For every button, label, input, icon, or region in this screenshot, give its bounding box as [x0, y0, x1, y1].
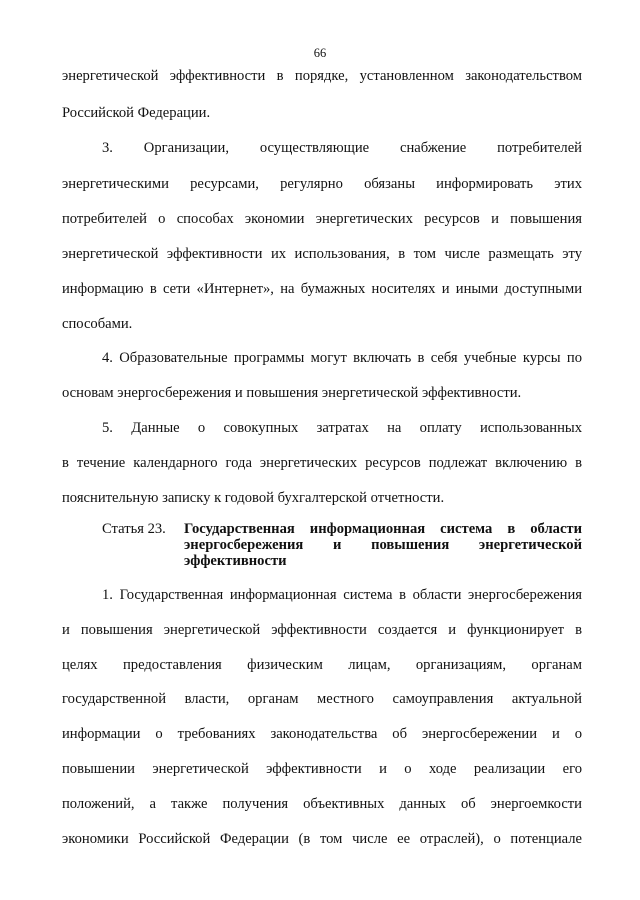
article-title-line: Государственная информационная система в области	[184, 521, 582, 537]
text-line: в течение календарного года энергетических ресурсов подлежат включению в	[62, 455, 582, 471]
page-number: 66	[313, 46, 327, 60]
article-label: Статья 23.	[102, 521, 166, 537]
text-line: энергетическими ресурсами, регулярно обязаны информировать этих	[62, 176, 582, 192]
article-title-line: эффективности	[184, 553, 287, 569]
text-line: информации о требованиях законодательства об энергосбережении и о	[62, 726, 582, 742]
text-line: способами.	[62, 316, 133, 332]
text-line: 1. Государственная информационная система в области энергосбережения	[102, 587, 582, 603]
text-line: информацию в сети «Интернет», на бумажных носителях и иными доступными	[62, 281, 582, 297]
text-line: энергетической эффективности в порядке, установленном законодательством	[62, 68, 582, 84]
text-line: Российской Федерации.	[62, 105, 211, 121]
text-line: энергетической эффективности их использования, в том числе размещать эту	[62, 246, 582, 262]
text-line: потребителей о способах экономии энергетических ресурсов и повышения	[62, 211, 582, 227]
text-line: основам энергосбережения и повышения энергетической эффективности.	[62, 385, 522, 401]
text-line: экономики Российской Федерации (в том числе ее отраслей), о потенциале	[62, 831, 582, 847]
article-title-line: энергосбережения и повышения энергетической	[184, 537, 582, 553]
text-line: 5. Данные о совокупных затратах на оплату использованных	[102, 420, 582, 436]
text-line: 4. Образовательные программы могут включать в себя учебные курсы по	[102, 350, 582, 366]
text-line: целях предоставления физическим лицам, организациям, органам	[62, 657, 582, 673]
text-line: государственной власти, органам местного самоуправления актуальной	[62, 691, 582, 707]
text-line: положений, а также получения объективных данных об энергоемкости	[62, 796, 582, 812]
text-line: и повышения энергетической эффективности создается и функционирует в	[62, 622, 582, 638]
text-line: 3. Организации, осуществляющие снабжение потребителей	[102, 140, 582, 156]
text-line: повышении энергетической эффективности и о ходе реализации его	[62, 761, 582, 777]
text-line: пояснительную записку к годовой бухгалтерской отчетности.	[62, 490, 445, 506]
